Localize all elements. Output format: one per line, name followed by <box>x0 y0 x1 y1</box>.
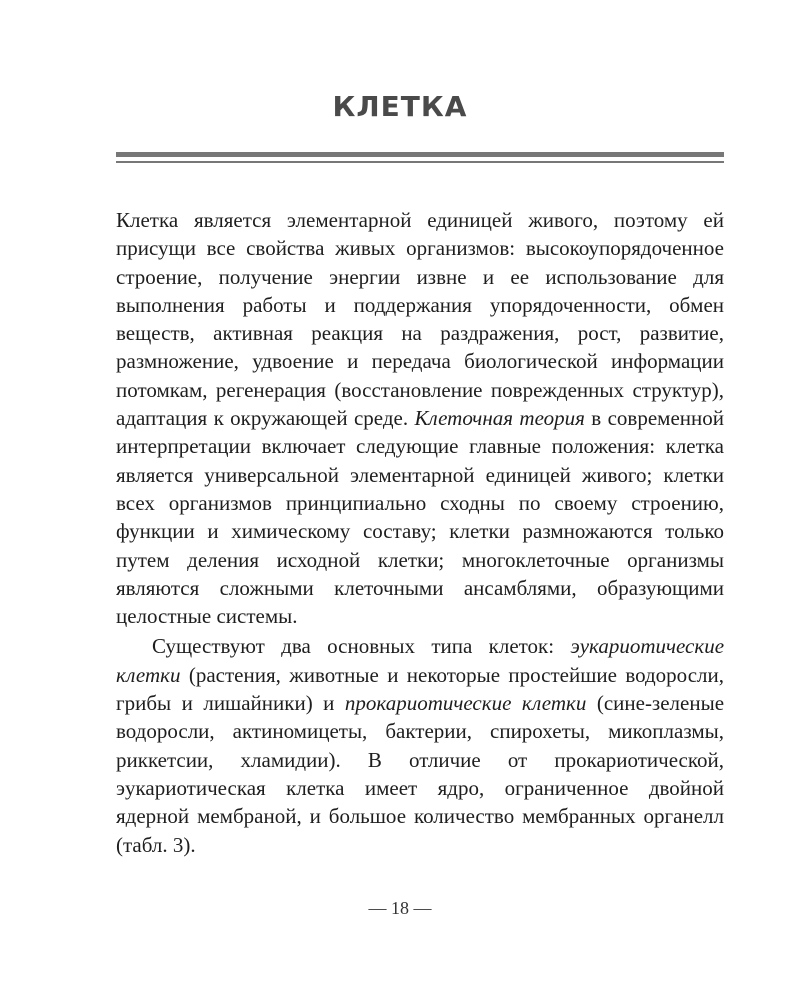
chapter-title: КЛЕТКА <box>332 90 468 123</box>
paragraph-2 <box>116 632 724 858</box>
paragraph-1-part-2: в современной интерпретации включает следующие главные положения: клетка является универсальной элементарной единицей живого; клетки всех организмов принципиально сходны по своему строению, функции и химическому составу; клетки размножаются только путем деления исходной клетки; многоклеточные организмы являются сложными клеточными ансамблями, образующими целостные системы. <box>116 406 724 629</box>
term-eukaryotic-cells: эукариотические клетки <box>116 634 725 687</box>
body-text <box>116 206 724 859</box>
title-rule-thick <box>116 152 724 157</box>
title-rule-thin <box>116 161 724 163</box>
term-cell-theory: Клеточная теория <box>414 406 585 431</box>
page-number: — 18 — <box>368 898 432 918</box>
paragraph-2-part-3: (сине-зеленые водоросли, актиномицеты, бактерии, спирохеты, микоплазмы, риккетсии, хламидии). В отличие от прокариотической, эукариотическая клетка имеет ядро, ограниченное двойной ядерной мембраной, и большое количество мембранных органелл (табл. 3). <box>116 691 725 857</box>
term-prokaryotic-cells: прокариотические клетки <box>344 691 587 716</box>
paragraph-2-part-1: Существуют два основных типа клеток: <box>152 634 555 659</box>
paragraph-1-part-1: Клетка является элементарной единицей живого, поэтому ей присущи все свойства живых организмов: высокоупорядоченное строение, получение энергии извне и ее использование для выполнения работы и поддержания упорядоченности, обмен веществ, активная реакция на раздражения, рост, развитие, размножение, удвоение и передача биологической информации потомкам, регенерация (восстановление поврежденных структур), адаптация к окружающей среде. <box>116 208 724 431</box>
paragraph-1 <box>116 206 724 630</box>
paragraph-2-part-2: (растения, животные и некоторые простейшие водоросли, грибы и лишайники) и <box>116 662 724 716</box>
